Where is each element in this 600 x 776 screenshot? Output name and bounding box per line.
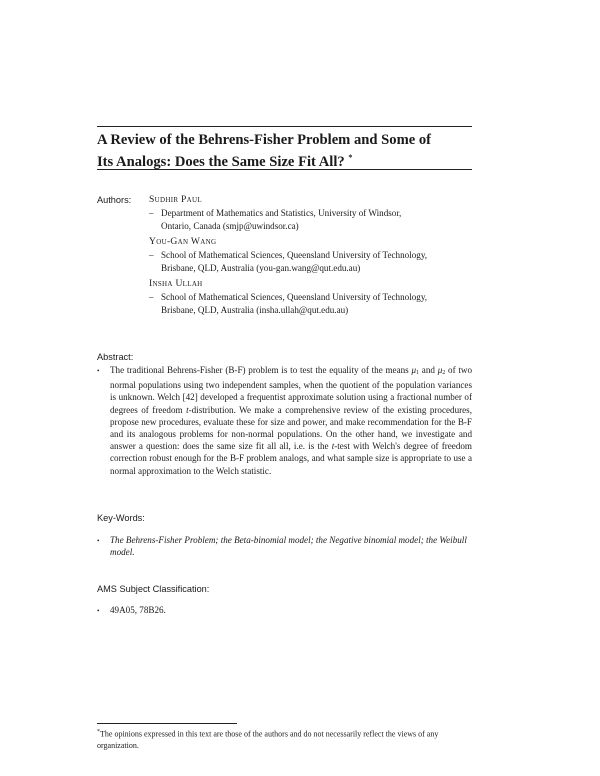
abstract-label: Abstract: bbox=[97, 352, 134, 362]
footnote-mark: * bbox=[97, 729, 100, 735]
author-affiliation bbox=[149, 249, 489, 275]
math-mu: μ bbox=[437, 365, 443, 375]
abstract-text-part: and bbox=[419, 365, 438, 375]
affiliation-line-1: Department of Mathematics and Statistics, University of Windsor, bbox=[161, 208, 402, 218]
math-t: t bbox=[331, 441, 335, 452]
author-affiliation bbox=[149, 291, 489, 317]
citation-link[interactable]: [42] bbox=[182, 392, 198, 403]
affiliation-line-1: School of Mathematical Sciences, Queensland University of Technology, bbox=[161, 250, 428, 260]
abstract-text-part: developed a frequentist approximate solution using a fractional number of degrees of freedom bbox=[110, 392, 472, 415]
title-line-1: A Review of the Behrens-Fisher Problem and Some of bbox=[97, 132, 432, 148]
author-affiliation bbox=[149, 207, 489, 233]
affiliation-text bbox=[161, 249, 481, 275]
title-top-rule bbox=[97, 126, 472, 127]
title-line-2 bbox=[97, 149, 477, 171]
footnote bbox=[97, 727, 475, 751]
abstract-text bbox=[110, 364, 472, 477]
bullet-icon: • bbox=[97, 537, 100, 545]
ams-text: 49A05, 78B26. bbox=[110, 605, 166, 615]
affiliation-line-2: Brisbane, QLD, Australia (you-gan.wang@qut.edu.au) bbox=[161, 263, 361, 273]
affiliation-text bbox=[161, 207, 481, 233]
author-name: Insha Ullah bbox=[149, 278, 203, 289]
author-name: Sudhir Paul bbox=[149, 194, 202, 205]
ams-label: AMS Subject Classification: bbox=[97, 584, 210, 594]
footnote-rule bbox=[97, 723, 237, 724]
bullet-icon: • bbox=[97, 367, 100, 375]
affiliation-line-2: Brisbane, QLD, Australia (insha.ullah@qut.edu.au) bbox=[161, 305, 349, 315]
affiliation-dash: – bbox=[149, 208, 154, 218]
keywords-label: Key-Words: bbox=[97, 513, 145, 523]
affiliation-dash: – bbox=[149, 250, 154, 260]
math-sub: 1 bbox=[416, 370, 420, 376]
footnote-text: The opinions expressed in this text are those of the authors and do not necessarily reflect the views of any organization. bbox=[97, 729, 439, 750]
math-mu: μ bbox=[411, 365, 417, 375]
affiliation-dash: – bbox=[149, 292, 154, 302]
title-footnote-mark: * bbox=[348, 153, 353, 162]
math-t: t bbox=[186, 404, 189, 415]
keywords-text: The Behrens-Fisher Problem; the Beta-binomial model; the Negative binomial model; the Weibull model. bbox=[110, 535, 467, 558]
abstract-text-part: -distribution. We make a comprehensive review of the existing procedures, propose new procedures, evaluate these for size and power, and make recommendation for the B-F and its analogous problems for non-normal populations. On the other hand, we investigate and answer a question: does the same size fit all all, i.e. is the bbox=[110, 404, 472, 452]
abstract-text-part: of two normal populations using two independent samples, when the quotient of the population variances is unknown. Welch bbox=[110, 365, 472, 403]
math-sub: 2 bbox=[442, 370, 446, 376]
affiliation-line-2: Ontario, Canada (smjp@uwindsor.ca) bbox=[161, 221, 299, 231]
author-name: You-Gan Wang bbox=[149, 236, 217, 247]
bullet-icon: • bbox=[97, 607, 100, 615]
title-bottom-rule bbox=[97, 169, 472, 170]
affiliation-line-1: School of Mathematical Sciences, Queensland University of Technology, bbox=[161, 292, 428, 302]
authors-label: Authors: bbox=[97, 195, 132, 205]
paper-title bbox=[97, 131, 477, 171]
title-line-2-text: Its Analogs: Does the Same Size Fit All? bbox=[97, 153, 345, 170]
abstract-text-part: -test with Welch's degree of freedom correction robust enough for the B-F problem analogs, and what sample size is appropriate to use a normal approximation to the Welch statistic. bbox=[110, 441, 472, 476]
abstract-text-part: The traditional Behrens-Fisher (B-F) problem is to test the equality of the means bbox=[110, 365, 412, 375]
affiliation-text bbox=[161, 291, 481, 317]
